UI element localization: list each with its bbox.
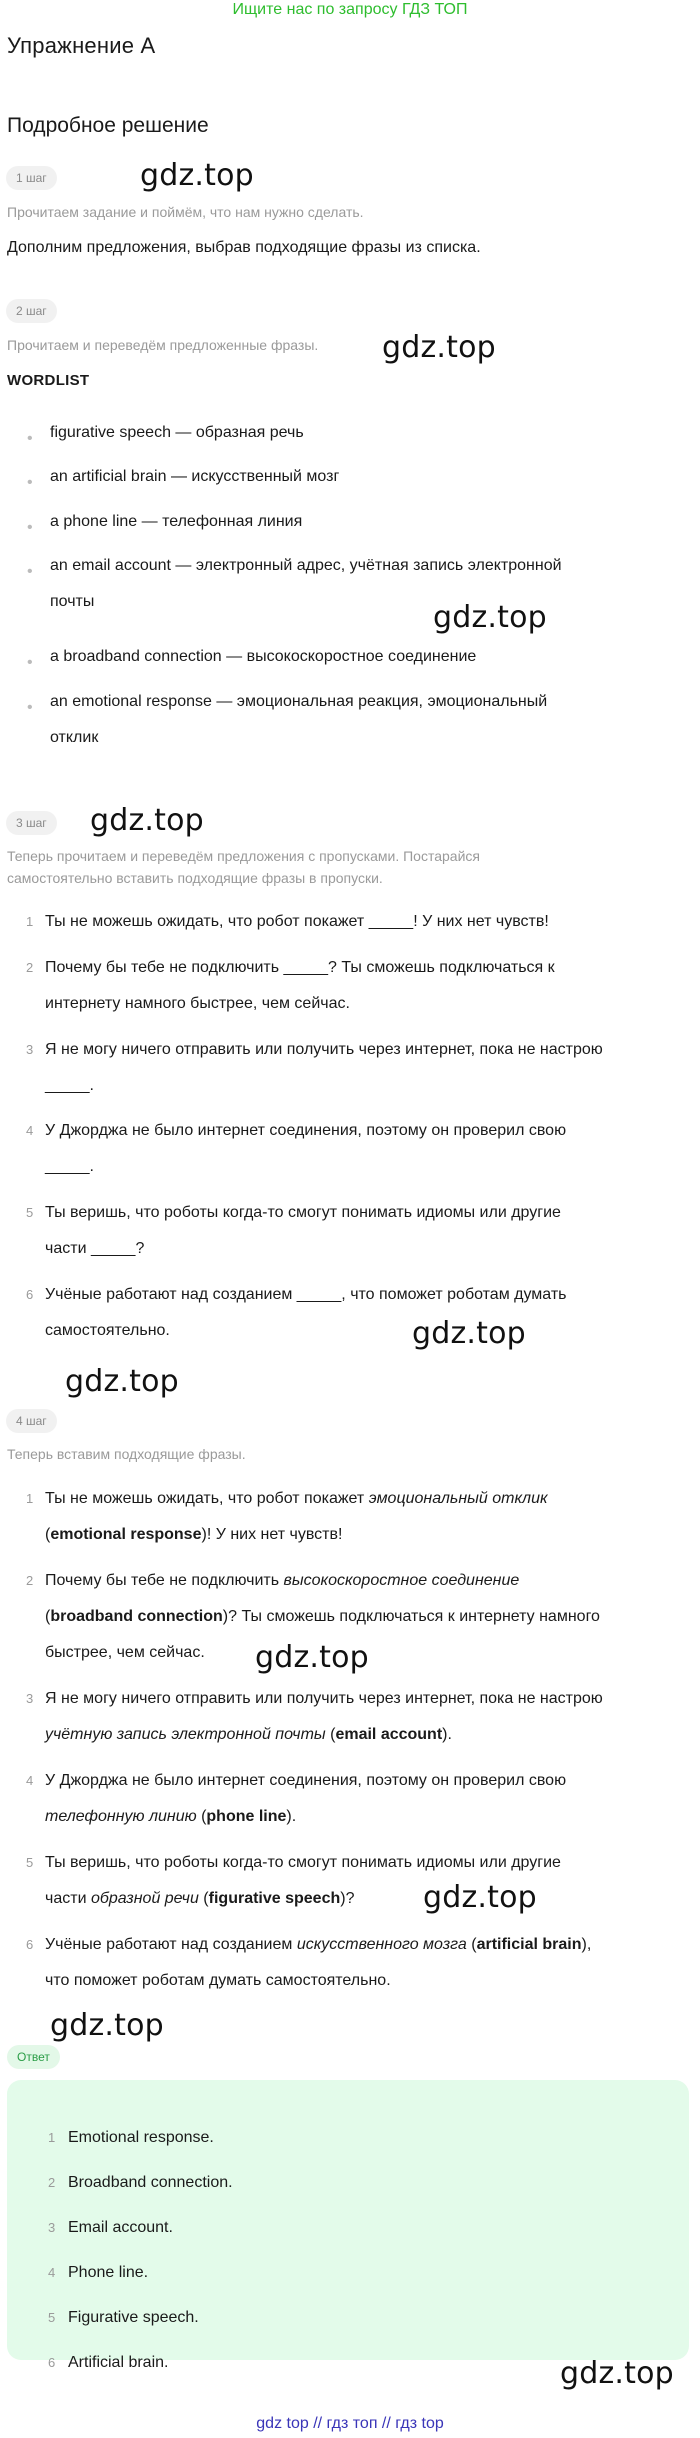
answer-item: Phone line. <box>68 2264 149 2281</box>
step-2-hint: Прочитаем и переведём предложенные фразы. <box>7 337 319 353</box>
solution-heading: Подробное решение <box>7 114 209 137</box>
item-number: 5 <box>26 1855 34 1870</box>
watermark: gdz.top <box>412 1316 526 1351</box>
item-number: 1 <box>26 1491 34 1506</box>
watermark: gdz.top <box>255 1640 369 1675</box>
filled-sentence: Ты не можешь ожидать, что робот покажет эмоциональный отклик <box>45 1490 548 1507</box>
item-number: 4 <box>26 1773 34 1788</box>
gap-sentence-cont: самостоятельно. <box>45 1322 170 1339</box>
filled-sentence-cont: учётную запись электронной почты (email account). <box>45 1726 452 1743</box>
item-number: 2 <box>26 960 34 975</box>
step-3-badge: 3 шаг <box>6 811 57 835</box>
answer-item: Artificial brain. <box>68 2354 169 2371</box>
filled-sentence-cont: части образной речи (figurative speech)? <box>45 1890 355 1907</box>
item-number: 6 <box>26 1937 34 1952</box>
item-number: 4 <box>48 2265 56 2280</box>
list-bullet: • <box>27 654 33 671</box>
item-number: 5 <box>48 2310 56 2325</box>
item-number: 1 <box>26 914 34 929</box>
list-item: a broadband connection — высокоскоростное соединение <box>50 648 477 665</box>
list-bullet: • <box>27 474 33 491</box>
footer-links[interactable]: gdz top // гдз топ // гдз top <box>256 2415 444 2432</box>
watermark: gdz.top <box>560 2356 674 2391</box>
gap-sentence: Почему бы тебе не подключить _____? Ты сможешь подключаться к <box>45 959 555 976</box>
answer-item: Figurative speech. <box>68 2309 199 2326</box>
gap-sentence: У Джорджа не было интернет соединения, поэтому он проверил свою <box>45 1122 567 1139</box>
step-4-badge: 4 шаг <box>6 1409 57 1433</box>
list-item: an email account — электронный адрес, учётная запись электронной <box>50 557 562 574</box>
list-item: an emotional response — эмоциональная реакция, эмоциональный <box>50 693 548 710</box>
item-number: 2 <box>26 1573 34 1588</box>
filled-sentence: Почему бы тебе не подключить высокоскоростное соединение <box>45 1572 520 1589</box>
list-item-cont: почты <box>50 593 95 610</box>
gap-sentence-cont: _____. <box>45 1077 94 1094</box>
filled-sentence-cont: (emotional response)! У них нет чувств! <box>45 1526 343 1543</box>
list-item: an artificial brain — искусственный мозг <box>50 468 340 485</box>
filled-sentence-cont: телефонную линию (phone line). <box>45 1808 297 1825</box>
filled-sentence-cont: быстрее, чем сейчас. <box>45 1644 205 1661</box>
item-number: 5 <box>26 1205 34 1220</box>
item-number: 6 <box>48 2355 56 2370</box>
filled-sentence-cont: (broadband connection)? Ты сможешь подключаться к интернету намного <box>45 1608 600 1625</box>
filled-sentence: У Джорджа не было интернет соединения, поэтому он проверил свою <box>45 1772 567 1789</box>
watermark: gdz.top <box>90 803 204 838</box>
watermark: gdz.top <box>423 1880 537 1915</box>
filled-sentence: Учёные работают над созданием искусственного мозга (artificial brain), <box>45 1936 592 1953</box>
list-bullet: • <box>27 519 33 536</box>
list-bullet: • <box>27 563 33 580</box>
item-number: 3 <box>26 1691 34 1706</box>
gap-sentence: Я не могу ничего отправить или получить через интернет, пока не настрою <box>45 1041 603 1058</box>
list-item: figurative speech — образная речь <box>50 424 304 441</box>
gap-sentence: Учёные работают над созданием _____, что поможет роботам думать <box>45 1286 567 1303</box>
gap-sentence-cont: _____. <box>45 1158 94 1175</box>
step-1-hint: Прочитаем задание и поймём, что нам нужно сделать. <box>7 204 364 220</box>
watermark: gdz.top <box>50 2008 164 2043</box>
list-bullet: • <box>27 430 33 447</box>
item-number: 3 <box>48 2220 56 2235</box>
watermark: gdz.top <box>382 330 496 365</box>
answer-badge: Ответ <box>7 2045 60 2069</box>
item-number: 3 <box>26 1042 34 1057</box>
watermark: gdz.top <box>65 1364 179 1399</box>
filled-sentence-cont: что поможет роботам думать самостоятельно. <box>45 1972 391 1989</box>
list-item-cont: отклик <box>50 729 99 746</box>
item-number: 1 <box>48 2130 56 2145</box>
search-banner: Ищите нас по запросу ГДЗ ТОП <box>232 1 468 18</box>
filled-sentence: Ты веришь, что роботы когда-то смогут понимать идиомы или другие <box>45 1854 561 1871</box>
wordlist-title: WORDLIST <box>7 372 90 389</box>
list-item: a phone line — телефонная линия <box>50 513 303 530</box>
item-number: 2 <box>48 2175 56 2190</box>
page-title: Упражнение A <box>7 33 156 58</box>
answer-item: Broadband connection. <box>68 2174 233 2191</box>
answer-item: Email account. <box>68 2219 173 2236</box>
step-1-badge: 1 шаг <box>6 166 57 190</box>
step-3-hint: Теперь прочитаем и переведём предложения с пропусками. Постарайся <box>7 848 480 864</box>
gap-sentence: Ты веришь, что роботы когда-то смогут понимать идиомы или другие <box>45 1204 561 1221</box>
step-1-text: Дополним предложения, выбрав подходящие фразы из списка. <box>7 239 481 256</box>
item-number: 4 <box>26 1123 34 1138</box>
step-3-hint: самостоятельно вставить подходящие фразы в пропуски. <box>7 870 383 886</box>
step-2-badge: 2 шаг <box>6 299 57 323</box>
filled-sentence: Я не могу ничего отправить или получить через интернет, пока не настрою <box>45 1690 603 1707</box>
gap-sentence-cont: интернету намного быстрее, чем сейчас. <box>45 995 350 1012</box>
watermark: gdz.top <box>433 600 547 635</box>
watermark: gdz.top <box>140 158 254 193</box>
item-number: 6 <box>26 1287 34 1302</box>
list-bullet: • <box>27 699 33 716</box>
gap-sentence: Ты не можешь ожидать, что робот покажет _____! У них нет чувств! <box>45 913 549 930</box>
answer-item: Emotional response. <box>68 2129 214 2146</box>
gap-sentence-cont: части _____? <box>45 1240 145 1257</box>
step-4-hint: Теперь вставим подходящие фразы. <box>7 1446 246 1462</box>
